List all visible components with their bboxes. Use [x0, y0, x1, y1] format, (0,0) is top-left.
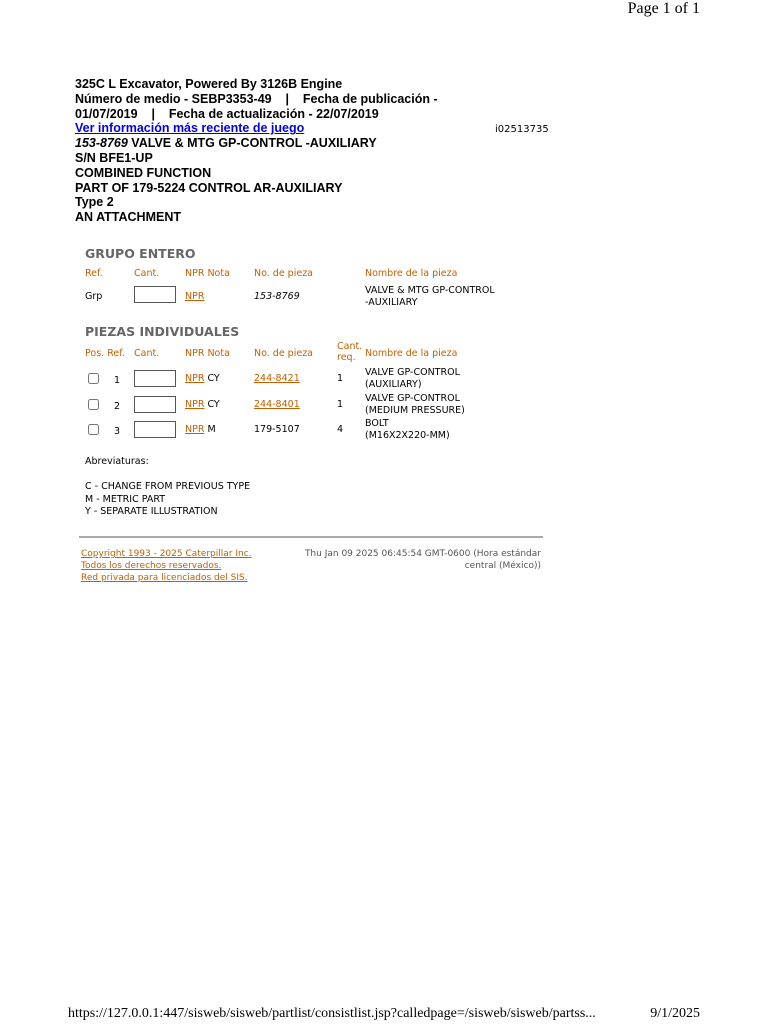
- print-date: 9/1/2025: [650, 1006, 700, 1021]
- col-part-no: No. de pieza: [254, 268, 314, 279]
- row-part-name: VALVE GP-CONTROL (MEDIUM PRESSURE): [365, 393, 465, 416]
- row-qty-input[interactable]: [134, 421, 176, 438]
- part-of-label: PART OF 179-5224 CONTROL AR-AUXILIARY: [75, 180, 343, 195]
- row-npr-link[interactable]: NPR: [185, 373, 205, 384]
- col-part-name: Nombre de la pieza: [365, 348, 458, 359]
- row-qty-input[interactable]: [134, 396, 176, 413]
- abbreviations-title: Abreviaturas:: [85, 456, 149, 467]
- page-number: Page 1 of 1: [627, 0, 700, 17]
- row-qty-required: 1: [337, 399, 344, 410]
- model-title: 325C L Excavator, Powered By 3126B Engine: [75, 77, 343, 91]
- group-npr-link[interactable]: NPR: [185, 291, 205, 302]
- row-note: CY: [207, 399, 220, 410]
- list-item: Y - SEPARATE ILLUSTRATION: [85, 506, 218, 517]
- row-part-name: BOLT (M16X2X220-MM): [365, 418, 450, 441]
- private-network-link[interactable]: Red privada para licenciados del SIS.: [81, 573, 248, 583]
- type-label: Type 2: [75, 195, 114, 210]
- col-ref: Ref.: [85, 268, 103, 279]
- list-item: C - CHANGE FROM PREVIOUS TYPE: [85, 481, 251, 492]
- print-url: https://127.0.0.1:447/sisweb/sisweb/partlist/consistlist.jsp?calledpage=/sisweb/sisweb/partss...: [68, 1006, 596, 1021]
- document-id: i02513735: [495, 124, 549, 135]
- rights-link[interactable]: Todos los derechos reservados.: [81, 561, 222, 571]
- row-qty-input[interactable]: [134, 370, 176, 387]
- row-part-no: 179-5107: [254, 424, 300, 435]
- row-ref: 1: [114, 375, 121, 386]
- row-select-checkbox[interactable]: [88, 373, 99, 384]
- pieces-section-title: PIEZAS INDIVIDUALES: [85, 324, 240, 339]
- list-item: M - METRIC PART: [85, 493, 166, 505]
- row-npr-link[interactable]: NPR: [185, 399, 205, 410]
- part-number: 153-8769: [75, 136, 128, 151]
- col-qty: Cant.: [134, 348, 160, 359]
- footer-divider: [79, 536, 543, 538]
- attachment-label: AN ATTACHMENT: [75, 210, 181, 225]
- update-date: 01/07/2019 | Fecha de actualización - 22/07/2019: [75, 106, 379, 121]
- row-part-name: VALVE GP-CONTROL (AUXILIARY): [365, 367, 460, 390]
- row-note: M: [207, 424, 216, 435]
- copyright-block: [81, 548, 252, 584]
- part-heading: [75, 136, 555, 151]
- media-number: Número de medio - SEBP3353-49 | Fecha de publicación -: [75, 91, 438, 106]
- group-part-no: 153-8769: [254, 291, 300, 302]
- col-qty: Cant.: [134, 268, 160, 279]
- abbreviations-list: [85, 481, 250, 519]
- row-select-checkbox[interactable]: [88, 399, 99, 410]
- col-pos-ref: Pos. Ref.: [85, 348, 125, 359]
- row-ref: 2: [114, 401, 121, 412]
- col-qty-required: Cant. req.: [337, 341, 363, 363]
- copyright-link[interactable]: Copyright 1993 - 2025 Caterpillar Inc.: [81, 549, 252, 559]
- group-part-name: VALVE & MTG GP-CONTROL -AUXILIARY: [365, 285, 495, 308]
- row-select-checkbox[interactable]: [88, 424, 99, 435]
- serial-number: S/N BFE1-UP: [75, 150, 153, 165]
- row-qty-required: 1: [337, 373, 344, 384]
- col-part-no: No. de pieza: [254, 348, 314, 359]
- row-npr-link[interactable]: NPR: [185, 424, 205, 435]
- row-qty-required: 4: [337, 424, 344, 435]
- timestamp: Thu Jan 09 2025 06:45:54 GMT-0600 (Hora estándar central (México)): [304, 549, 541, 571]
- group-ref: Grp: [85, 291, 103, 302]
- row-ref: 3: [114, 426, 121, 437]
- row-note: CY: [207, 373, 220, 384]
- col-npr: NPR Nota: [185, 268, 230, 279]
- group-qty-input[interactable]: [134, 286, 176, 303]
- latest-info-link[interactable]: Ver información más reciente de juego: [75, 121, 305, 136]
- row-part-no-link[interactable]: 244-8401: [254, 399, 300, 410]
- row-part-no-link[interactable]: 244-8421: [254, 373, 300, 384]
- group-section-title: GRUPO ENTERO: [85, 246, 196, 261]
- document-header: [75, 77, 555, 225]
- function-label: COMBINED FUNCTION: [75, 165, 212, 180]
- part-title: VALVE & MTG GP-CONTROL -AUXILIARY: [127, 136, 377, 151]
- col-part-name: Nombre de la pieza: [365, 268, 458, 279]
- col-npr: NPR Nota: [185, 348, 230, 359]
